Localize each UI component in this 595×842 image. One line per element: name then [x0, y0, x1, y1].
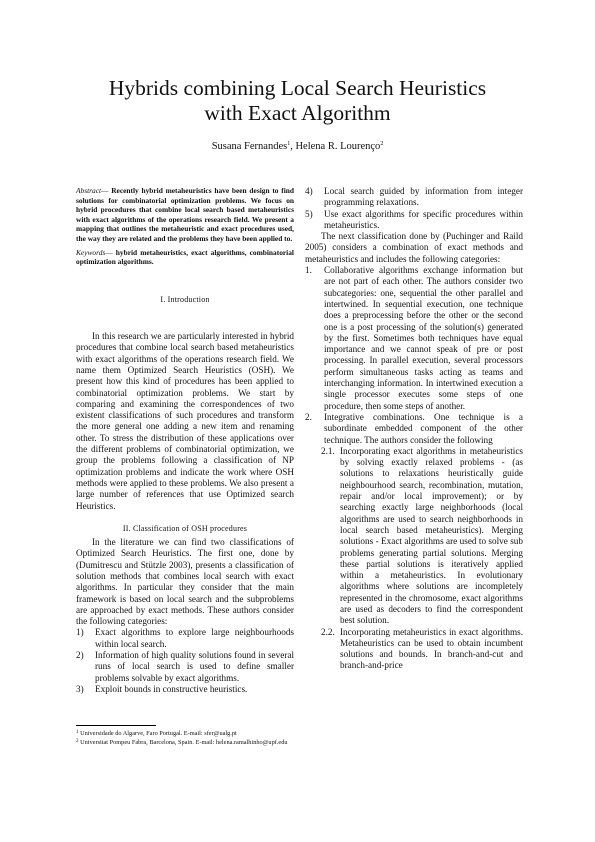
author-line — [40, 141, 555, 152]
list-item-text: Use exact algorithms for specific procedures within metaheuristics. — [324, 208, 523, 230]
section-heading-introduction: I. Introduction — [160, 294, 210, 304]
footnote — [76, 729, 294, 738]
title-line-1: Hybrids combining Local Search Heuristics — [108, 76, 487, 100]
abstract — [76, 186, 294, 244]
list-item — [305, 627, 523, 672]
list-item-text: Integrative combinations. One technique is a subordinate embedded component of the other technique. The authors consider the following — [324, 411, 523, 445]
list-item-text: Exact algorithms to explore large neighbourhoods within local search. — [95, 627, 294, 649]
list-item-number: 4) — [305, 186, 313, 196]
list-item-number: 1) — [76, 627, 84, 638]
footnotes — [76, 729, 294, 747]
integrative-subcategory-list — [305, 446, 523, 672]
author-separator: , — [290, 141, 296, 152]
introduction-paragraph: In this research we are particularly interested in hybrid procedures that combine local search based metaheuristics with exact algorithms of the operations research field. We name them Optimized Search Heuristics (OSH). We present how this kind of procedures has been applied to combinatorial optimization problems. We start by comparing and examining the correspondences of two existent classifications of such procedures and transform the more general one adding a new item and renaming other. To stress the distribution of these applications over the different problems of combinatorial optimization, we group the problems following a classification of NP optimization problems and indicate the work where OSH methods were applied to these problems. We also present a large number of references that use Optimized search Heuristics. — [76, 331, 294, 511]
footnote-mark: 1 — [76, 730, 79, 736]
list-item-number: 2.2. — [321, 626, 335, 637]
list-item-number: 2. — [305, 411, 312, 422]
abstract-label: Abstract — [76, 186, 102, 195]
list-item-number: 2.1. — [321, 445, 335, 456]
list-item-text: Collaborative algorithms exchange information but are not part of each other. The authors consider two subcategories: one, sequential the other parallel and intertwined. In sequential execution, one technique does a preprocessing before the other or the second one is a post processing of the solution(s) generated by the first. Sometimes both techniques have equal importance and we cannot speak of pre or post processing. In parallel execution, several processors perform simultaneous tasks acting as teams and interchanging information. In intertwined execution a single processor executes some steps of one procedure, then some steps of another. — [324, 265, 523, 411]
author-1-affiliation-mark: 1 — [287, 141, 291, 147]
title-line-2: with Exact Algorithm — [204, 101, 391, 125]
abstract-text: Recently hybrid metaheuristics have been design to find solutions for combinatorial optimization problems. We focus on hybrid procedures that combine local search based metaheuristics with exact algorithms of the operations research field. We present a mapping that outlines the metaheuristic and exact procedures used, the way they are related and the problems they have been applied to. — [76, 186, 294, 243]
list-item — [305, 186, 523, 209]
list-item-text: Information of high quality solutions found in several runs of local search is used to define smaller problems solvable by exact algorithms. — [95, 650, 294, 683]
keywords-dash: — — [105, 247, 116, 257]
footnote-text: Universidade do Algarve, Faro Portugal. E-mail: sfer@ualg.pt — [80, 730, 237, 738]
list-item-text: Exploit bounds in constructive heuristics. — [95, 683, 248, 694]
list-item — [305, 412, 523, 446]
puchinger-paragraph: The next classification done by (Puchinger and Raild 2005) considers a combination of exact methods and metaheuristics and includes the following categories: — [305, 231, 523, 264]
author-2-affiliation-mark: 2 — [380, 141, 384, 147]
section-heading-classification: II. Classification of OSH procedures — [122, 523, 248, 533]
paper-title — [40, 76, 555, 126]
category-list-left — [76, 627, 294, 695]
list-item-text: Incorporating metaheuristics in exact algorithms. Metaheuristics can be used to obtain incumbent solutions and bounds. In branch-and-cut and branch-and-price — [340, 626, 523, 671]
footnote-mark: 2 — [76, 739, 79, 745]
list-item-number: 5) — [305, 208, 313, 219]
abstract-dash: — — [101, 186, 112, 195]
footnote-text: Universitat Pompeu Fabra, Barcelona, Spain. E-mail: helena.ramalhinho@upf.edu — [80, 739, 288, 747]
right-column — [305, 186, 523, 672]
category-list-continued — [305, 186, 523, 231]
footnote-divider — [76, 725, 156, 726]
list-item-number: 2) — [76, 650, 84, 661]
keywords — [76, 248, 294, 267]
puchinger-category-list — [305, 265, 523, 446]
list-item — [305, 446, 523, 627]
list-item — [76, 684, 294, 695]
author-1: Susana Fernandes — [211, 141, 288, 152]
keywords-text: hybrid metaheuristics, exact algorithms, combinatorial optimization algorithms. — [76, 247, 294, 267]
keywords-label: Keywords — [76, 247, 106, 257]
list-item — [76, 650, 294, 684]
list-item-text: Incorporating exact algorithms in metaheuristics by solving exactly relaxed problems - (as solutions to relaxations heuristically guide neighbourhood search, recombination, mutation, repair and/or local improvement); or by searching exactly large neighborhoods (local algorithms are used to search neighborhoods in local search based metaheuristics). Merging solutions - Exact algorithms are used to solve sub problems generating partial solutions. Merging these partial solutions is iteratively applied within a metaheuristics. In evolutionary algorithms where solutions are incompletely represented in the chromosome, exact algorithms are used as decoders to find the correspondent best solution. — [340, 445, 523, 626]
left-column — [76, 186, 294, 748]
list-item — [305, 265, 523, 412]
list-item-number: 3) — [76, 683, 84, 694]
footnote — [76, 738, 294, 747]
list-item — [305, 209, 523, 232]
classification-paragraph: In the literature we can find two classifications of Optimized Search Heuristics. The first one, done by (Dumitrescu and Stützle 2003), presents a classification of solution methods that combines local search with exact algorithms. In particular they consider that the main framework is based on local search and the subproblems are approached by exact methods. These authors consider the following categories: — [76, 537, 294, 627]
list-item — [76, 627, 294, 650]
author-2: Helena R. Lourenço — [295, 141, 381, 152]
list-item-number: 1. — [305, 265, 312, 276]
list-item-text: Local search guided by information from integer programming relaxations. — [324, 186, 523, 208]
